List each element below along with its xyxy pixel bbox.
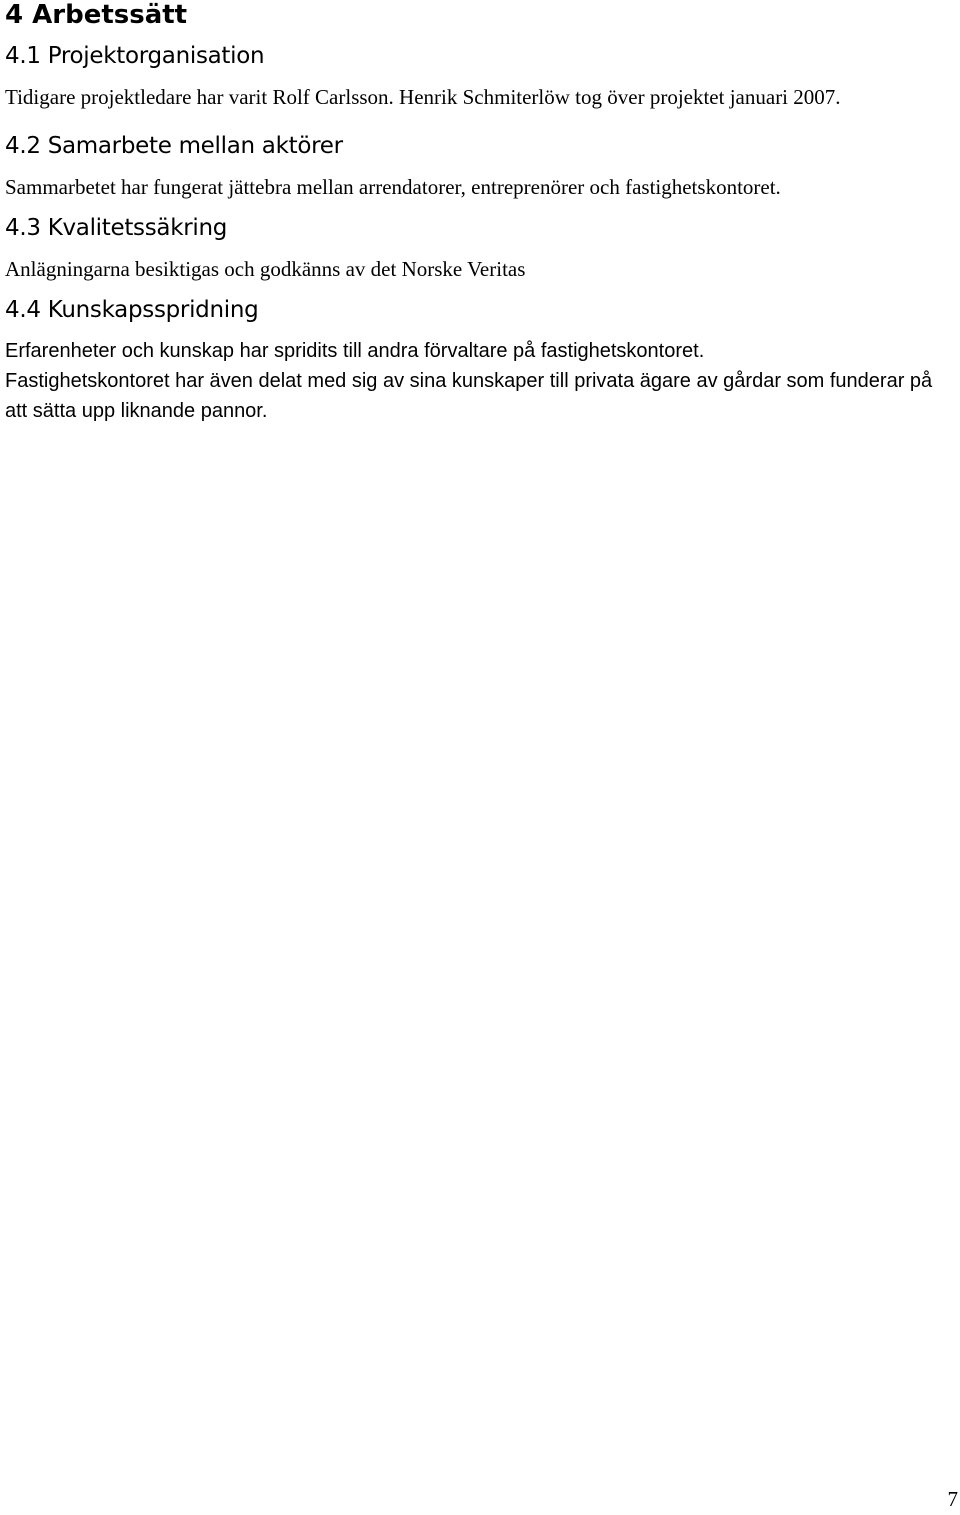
section-heading: 4.1 Projektorganisation bbox=[5, 43, 265, 69]
section-paragraph: Erfarenheter och kunskap har spridits till andra förvaltare på fastighetskontoret. bbox=[5, 340, 705, 362]
section-projektorganisation bbox=[5, 42, 955, 112]
page-number: 7 bbox=[947, 1487, 958, 1511]
section-kunskapsspridning bbox=[5, 296, 955, 426]
section-heading: 4.3 Kvalitetssäkring bbox=[5, 215, 228, 241]
section-paragraph: Fastighetskontoret har även delat med sig av sina kunskaper till privata ägare av gårdar som funderar på att sätta upp liknande pannor. bbox=[5, 370, 933, 422]
chapter-heading: 4 Arbetssätt bbox=[5, 0, 188, 30]
section-paragraph: Anlägningarna besiktigas och godkänns av det Norske Veritas bbox=[5, 257, 526, 281]
section-heading: 4.2 Samarbete mellan aktörer bbox=[5, 133, 343, 159]
section-heading: 4.4 Kunskapsspridning bbox=[5, 297, 259, 323]
section-kvalitetssakring bbox=[5, 214, 955, 284]
document-page bbox=[5, 0, 955, 426]
section-paragraph: Tidigare projektledare har varit Rolf Carlsson. Henrik Schmiterlöw tog över projektet januari 2007. bbox=[5, 85, 841, 109]
section-paragraph: Sammarbetet har fungerat jättebra mellan arrendatorer, entreprenörer och fastighetskontoret. bbox=[5, 175, 781, 199]
section-samarbete bbox=[5, 132, 955, 202]
